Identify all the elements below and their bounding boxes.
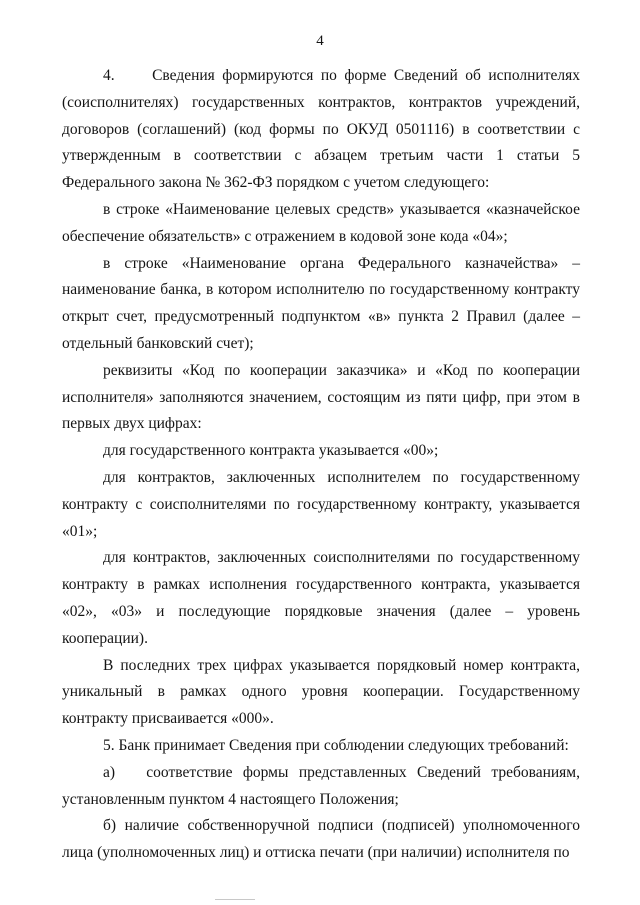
- paragraph-item-5a: а) соответствие формы представленных Сведений требованиям, установленным пунктом 4 настоящего Положения;: [62, 763, 580, 808]
- paragraph-code-02: для контрактов, заключенных соисполнителями по государственному контракту в рамках исполнения государственного контракта, указывается «02», «03» и последующие порядковые значения (далее – уровень кооперации).: [62, 549, 580, 647]
- paragraph-item-5: 5. Банк принимает Сведения при соблюдении следующих требований:: [103, 736, 569, 754]
- paragraph-state-contract-code: для государственного контракта указывается «00»;: [103, 442, 439, 460]
- paragraph-treasury-body: в строке «Наименование органа Федерального казначейства» – наименование банка, в котором исполнителю по государственному контракту открыт счет, предусмотренный подпунктом «в» пункта 2 Правил (далее – отдельный банковский счет);: [62, 254, 580, 352]
- paragraph-cooperation-codes: реквизиты «Код по кооперации заказчика» и «Код по кооперации исполнителя» заполняются значением, состоящим из пяти цифр, при этом в первых двух цифрах:: [62, 361, 580, 433]
- paragraph-last-three-digits: В последних трех цифрах указывается порядковый номер контракта, уникальный в рамках одного уровня кооперации. Государственному контракту присваивается «000».: [62, 656, 580, 728]
- paragraph-item-4: 4. Сведения формируются по форме Сведений об исполнителях (соисполнителях) государственных контрактов, контрактов учреждений, договоров (соглашений) (код формы по ОКУД 0501116) в соответствии с утвержденным в соответствии с абзацем третьим части 1 статьи 5 Федерального закона № 362-ФЗ порядком с учетом следующего:: [62, 67, 580, 192]
- document-body: [62, 63, 580, 867]
- paragraph-code-01: для контрактов, заключенных исполнителем по государственному контракту с соисполнителями по государственному контракту, указывается «01»;: [62, 468, 580, 540]
- scan-artifact-line: [215, 899, 255, 900]
- paragraph-target-funds: в строке «Наименование целевых средств» указывается «казначейское обеспечение обязательств» с отражением в кодовой зоне кода «04»;: [62, 200, 580, 245]
- page-number: 4: [316, 33, 324, 49]
- paragraph-item-5b: б) наличие собственноручной подписи (подписей) уполномоченного лица (уполномоченных лиц) и оттиска печати (при наличии) исполнителя по: [62, 817, 580, 862]
